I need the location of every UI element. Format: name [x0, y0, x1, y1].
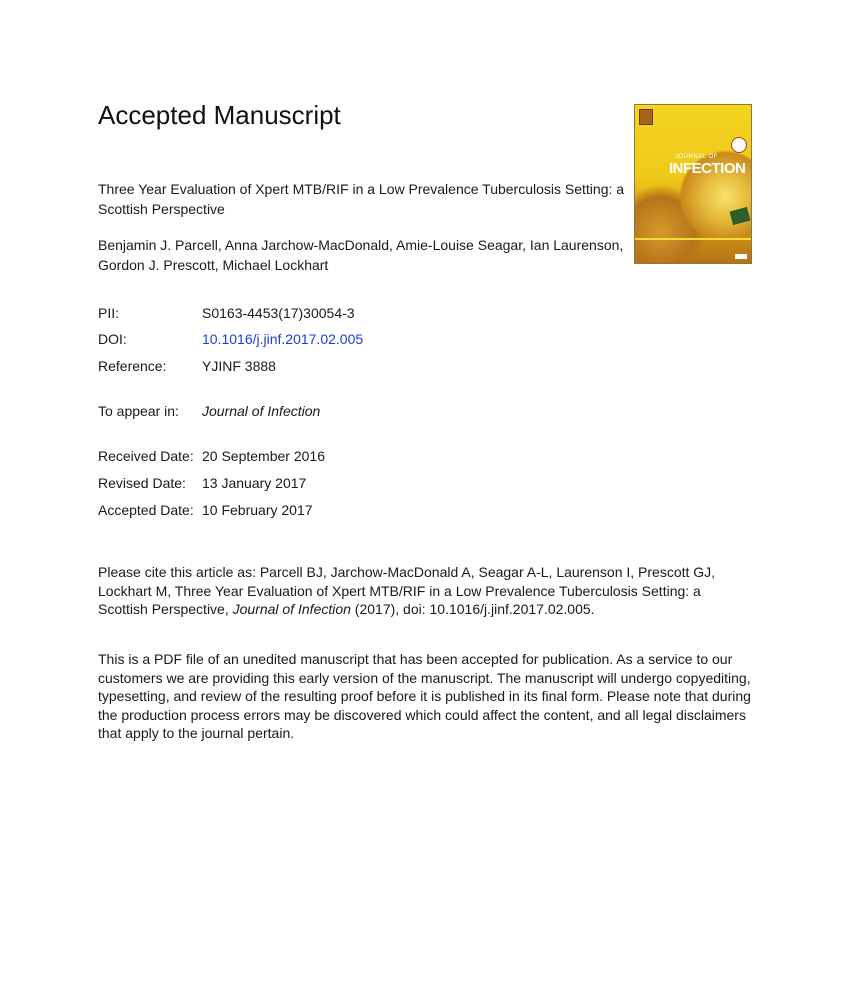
- received-label: Received Date:: [98, 448, 194, 464]
- appear-row: [98, 402, 320, 420]
- appear-journal: Journal of Infection: [202, 403, 321, 419]
- citation-paragraph: [98, 563, 748, 619]
- publisher-logo-icon: [639, 109, 653, 125]
- reference-value: YJINF 3888: [202, 358, 276, 374]
- citation-text-2: (2017), doi: 10.1016/j.jinf.2017.02.005.: [350, 601, 595, 617]
- doi-link[interactable]: 10.1016/j.jinf.2017.02.005: [202, 331, 364, 347]
- pii-label: PII:: [98, 305, 120, 321]
- revised-row: [98, 474, 306, 492]
- cover-publisher-mark-icon: [735, 254, 747, 259]
- reference-label: Reference:: [98, 358, 167, 374]
- pii-value: S0163-4453(17)30054-3: [202, 305, 355, 321]
- journal-cover-image: [634, 104, 752, 264]
- accepted-value: 10 February 2017: [202, 502, 313, 518]
- accepted-label: Accepted Date:: [98, 502, 194, 518]
- revised-value: 13 January 2017: [202, 475, 307, 491]
- cover-journal-label: JOURNAL OF: [675, 154, 718, 160]
- pii-row: [98, 304, 355, 322]
- doi-label: DOI:: [98, 331, 127, 347]
- appear-label: To appear in:: [98, 403, 179, 419]
- cover-badge-icon: [731, 137, 747, 153]
- reference-row: [98, 357, 276, 375]
- article-authors: Benjamin J. Parcell, Anna Jarchow-MacDonald, Amie-Louise Seagar, Ian Laurenson, Gordon J. Prescott, Michael Lockhart: [98, 237, 624, 273]
- received-row: [98, 447, 325, 465]
- cover-band: [635, 238, 751, 240]
- manuscript-notice: This is a PDF file of an unedited manuscript that has been accepted for publication. As a service to our customers we are providing this early version of the manuscript. The manuscript will undergo copyediting, typesetting, and review of the resulting proof before it is published in its final form. Please note that during the production process errors may be discovered which could affect the content, and all legal disclaimers that apply to the journal pertain.: [98, 651, 751, 741]
- cover-journal-title: INFECTION: [669, 160, 746, 177]
- doi-row: [98, 330, 363, 348]
- accepted-row: [98, 501, 313, 519]
- citation-text-1: Please cite this article as: Parcell BJ, Jarchow-MacDonald A, Seagar A-L, Laurenson I, Prescott GJ, Lockhart M, Three Year Evaluation of Xpert MTB/RIF in a Low Prevalence Tuberculosis Setting: a Scottish Perspective,: [98, 564, 716, 617]
- revised-label: Revised Date:: [98, 475, 186, 491]
- cover-micrograph-icon: [729, 207, 750, 225]
- citation-journal: Journal of Infection: [232, 601, 351, 617]
- manuscript-heading: Accepted Manuscript: [98, 100, 341, 130]
- article-title: Three Year Evaluation of Xpert MTB/RIF in a Low Prevalence Tuberculosis Setting: a Scottish Perspective: [98, 181, 625, 217]
- received-value: 20 September 2016: [202, 448, 325, 464]
